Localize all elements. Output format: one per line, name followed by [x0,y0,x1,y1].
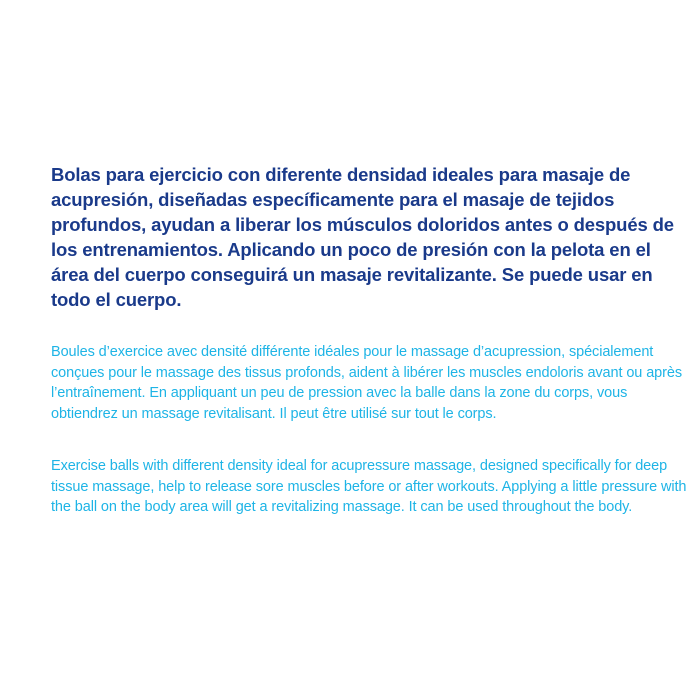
description-spanish: Bolas para ejercicio con diferente densidad ideales para masaje de acupresión, diseñadas específicamente para el masaje de tejidos profundos, ayudan a liberar los músculos doloridos antes o después de los entrenamientos. Aplicando un poco de presión con la pelota en el área del cuerpo conseguirá un masaje revitalizante. Se puede usar en todo el cuerpo. [51,164,674,310]
product-description [51,162,689,518]
description-french: Boules d’exercice avec densité différente idéales pour le massage d’acupression, spécialement conçues pour le massage des tissus profonds, aident à libérer les muscles endoloris avant ou après l’entraînement. En appliquant un peu de pression avec la balle dans la zone du corps, vous obtiendrez un massage revitalisant. Il peut être utilisé sur tout le corps. [51,344,682,422]
description-english: Exercise balls with different density ideal for acupressure massage, designed specifically for deep tissue massage, help to release sore muscles before or after workouts. Applying a little pressure with the ball on the body area will get a revitalizing massage. It can be used throughout the body. [51,458,687,515]
